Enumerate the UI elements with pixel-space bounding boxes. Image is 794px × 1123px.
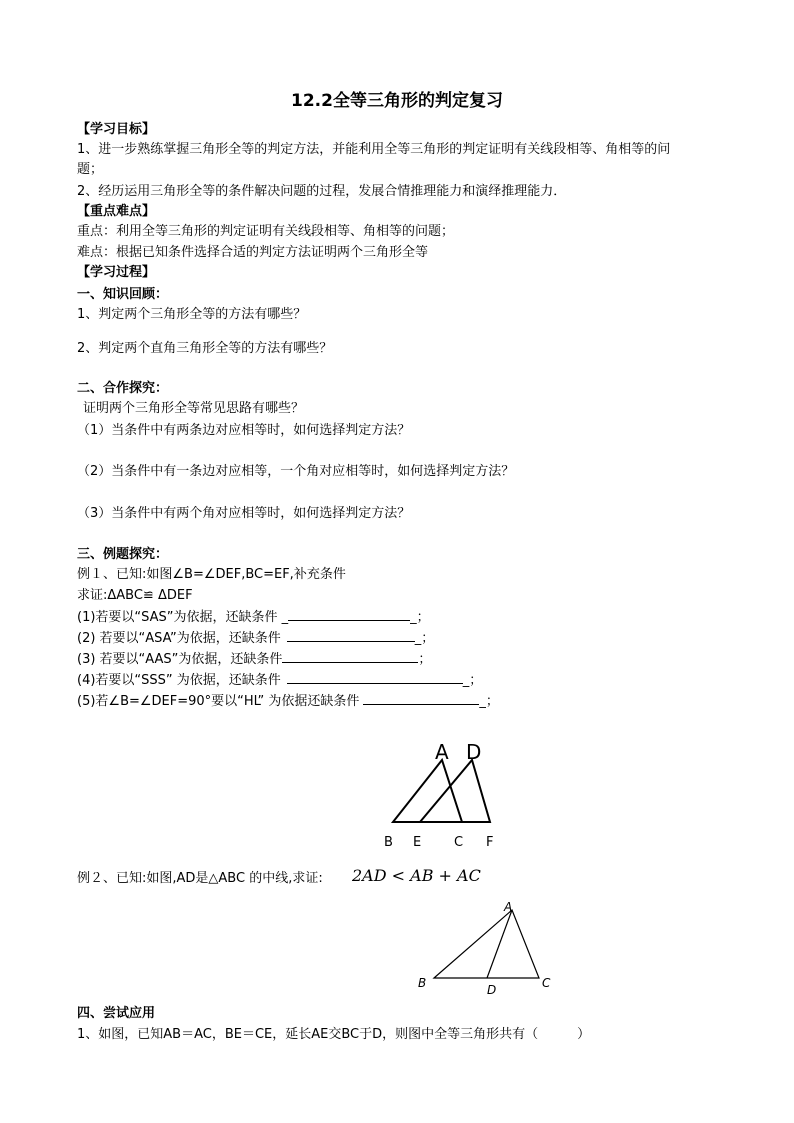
try-question-1: 1、如图，已知AB＝AC，BE＝CE，延长AE交BC于D，则图中全等三角形共有（ ） [77, 1027, 591, 1042]
answer-blank-4[interactable] [287, 671, 463, 684]
process-heading: 【学习过程】 [77, 265, 156, 280]
example1-q3-text: (3) 若要以“AAS”为依据，还缺条件 [77, 652, 283, 667]
page-title: 12.2全等三角形的判定复习 [291, 91, 503, 111]
label-D-2: D [487, 983, 497, 997]
keypoints-difficult: 难点：根据已知条件选择合适的判定方法证明两个三角形全等 [77, 245, 429, 260]
example2-formula: 2AD < AB + AC [352, 866, 481, 885]
triangle-abc-2 [434, 910, 539, 978]
try-heading: 四、尝试应用 [77, 1006, 156, 1021]
example-heading: 三、例题探究： [77, 547, 169, 562]
blank-3-tail: ； [418, 652, 432, 667]
example1-q1-text: (1)若要以“SAS”为依据，还缺条件 _ [77, 610, 289, 625]
label-C: C [454, 835, 464, 850]
goals-item1-cont: 题； [77, 162, 104, 177]
label-F: F [486, 835, 494, 850]
goals-heading: 【学习目标】 [77, 122, 156, 137]
review-heading: 一、知识回顾： [77, 287, 169, 302]
coop-heading: 二、合作探究： [77, 381, 169, 396]
label-C-2: C [542, 976, 551, 990]
review-question-2: 2、判定两个直角三角形全等的方法有哪些？ [77, 341, 333, 356]
example1-q3 [77, 650, 431, 669]
example2-text: 例２、已知:如图,AD是△ABC 的中线,求证: [77, 871, 323, 886]
example1-q5 [77, 692, 499, 711]
review-question-1: 1、判定两个三角形全等的方法有哪些？ [77, 307, 307, 322]
coop-question-1: （1）当条件中有两条边对应相等时，如何选择判定方法？ [77, 423, 411, 438]
keypoints-heading: 【重点难点】 [77, 204, 156, 219]
example1-q1 [77, 608, 430, 627]
blank-2-tail: _； [414, 631, 435, 646]
answer-blank-3[interactable] [282, 650, 418, 663]
goals-item2: 2、经历运用三角形全等的条件解决问题的过程，发展合情推理能力和演绎推理能力． [77, 184, 567, 199]
label-B-2: B [418, 976, 427, 990]
example1-prove: 求证:ΔABC≌ ΔDEF [77, 588, 193, 603]
example1-q5-text: (5)若∠B=∠DEF=90°要以“HL” 为依据还缺条件 [77, 694, 360, 709]
answer-blank-1[interactable] [288, 608, 410, 621]
triangle-def [420, 760, 490, 822]
example1-given: 例１、已知:如图∠B=∠DEF,BC=EF,补充条件 [77, 567, 346, 582]
label-D: D [466, 740, 482, 764]
example1-q4-text: (4)若要以“SSS” 为依据，还缺条件 [77, 673, 281, 688]
blank-1-tail: _； [410, 610, 430, 625]
keypoints-key: 重点：利用全等三角形的判定证明有关线段相等、角相等的问题； [77, 224, 455, 239]
label-B: B [384, 835, 393, 850]
coop-intro: 证明两个三角形全等常见思路有哪些？ [83, 401, 305, 416]
coop-question-2: （2）当条件中有一条边对应相等，一个角对应相等时，如何选择判定方法？ [77, 464, 515, 479]
label-A: A [435, 740, 449, 764]
example1-q2-text: (2) 若要以“ASA”为依据，还缺条件 [77, 631, 281, 646]
answer-blank-2[interactable] [287, 629, 415, 642]
figure-triangle-median [412, 896, 562, 998]
example1-q2 [77, 629, 434, 648]
label-A-2: A [504, 900, 513, 914]
coop-question-3: （3）当条件中有两个角对应相等时，如何选择判定方法？ [77, 506, 411, 521]
blank-4-tail: _； [462, 673, 483, 688]
answer-blank-5[interactable] [363, 692, 479, 705]
goals-item1: 1、进一步熟练掌握三角形全等的判定方法，并能利用全等三角形的判定证明有关线段相等、角相等的问 [77, 142, 671, 157]
blank-5-tail: _； [479, 694, 499, 709]
figure-triangles-abc-def [380, 732, 510, 854]
example1-q4 [77, 671, 482, 690]
label-E: E [413, 835, 422, 850]
